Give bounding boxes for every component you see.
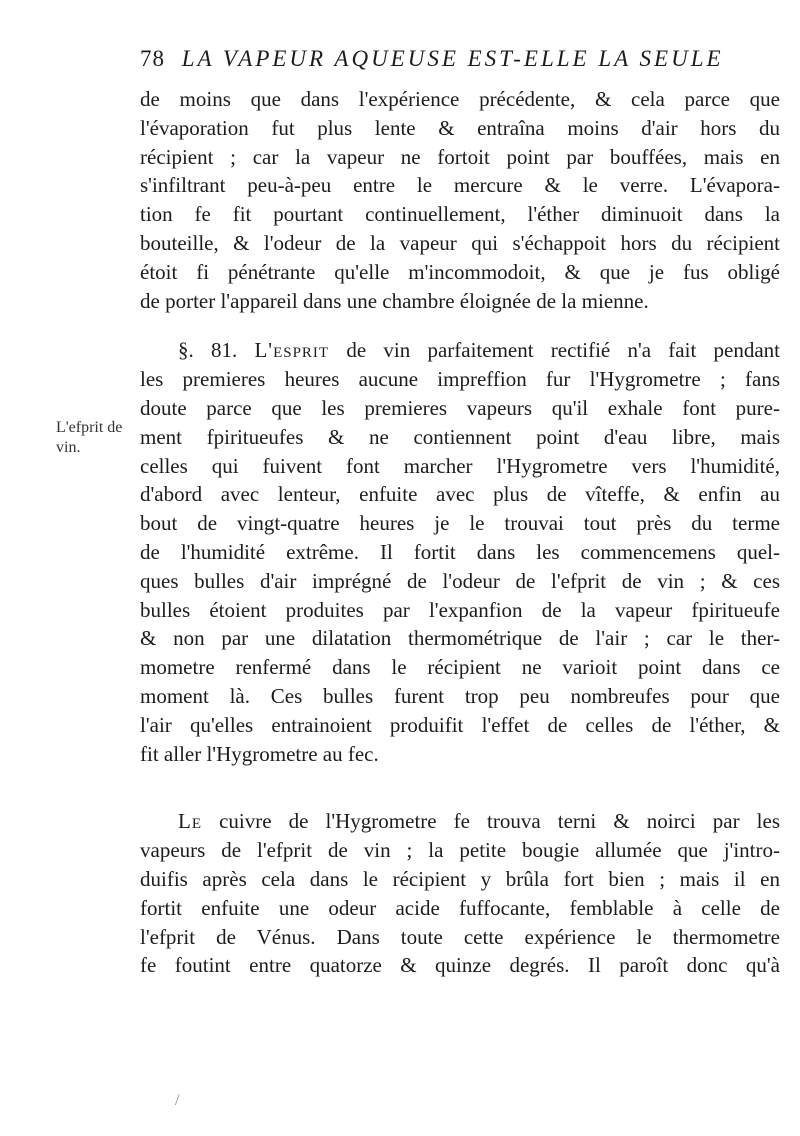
running-title: LA VAPEUR AQUEUSE EST-ELLE LA SEULE [181, 46, 724, 71]
paragraph-first-line [140, 336, 780, 365]
text-line: tion fe fit pourtant continuellement, l'éther diminuoit dans la [140, 202, 780, 227]
text-line: d'abord avec lenteur, enfuite avec plus de vîteffe, & enfin au [140, 482, 780, 507]
text-line: moment là. Ces bulles furent trop peu nombreufes pour que [140, 683, 780, 708]
lead-word: Le [178, 809, 202, 834]
text-line: & non par une dilatation thermométrique de l'air ; car le ther- [140, 626, 780, 651]
text-line: duifis après cela dans le récipient y brûla fort bien ; mais il en [140, 866, 780, 891]
page-number: 78 [140, 46, 165, 71]
text-line: fit aller l'Hygrometre au fec. [140, 741, 379, 766]
running-header [140, 46, 780, 72]
text-line: bulles étoient produites par l'expanfion de la vapeur fpiritueufe [140, 597, 780, 622]
text-line: doute parce que les premieres vapeurs qu'il exhale font pure- [140, 395, 780, 420]
stray-mark: / [175, 1092, 180, 1109]
text-line: de porter l'appareil dans une chambre éloignée de la mienne. [140, 288, 649, 313]
text-line: fortit enfuite une odeur acide fuffocante, femblable à celle de [140, 895, 780, 920]
text-line: ques bulles d'air imprégné de l'odeur de l'efprit de vin ; & ces [140, 568, 780, 593]
lead-word: L'esprit [254, 338, 330, 363]
margin-note-line: vin. [56, 439, 81, 456]
paragraph-first-line [140, 807, 780, 836]
paragraph-3 [140, 807, 780, 980]
text-line: vapeurs de l'efprit de vin ; la petite bougie allumée que j'intro- [140, 838, 780, 863]
text-line: bouteille, & l'odeur de la vapeur qui s'échappoit hors du récipient [140, 230, 780, 255]
text-line: de moins que dans l'expérience précédente, & cela parce que [140, 87, 780, 111]
text-line: bout de vingt-quatre heures je le trouvai tout près du terme [140, 511, 780, 536]
text-line: l'évaporation fut plus lente & entraîna moins d'air hors du [140, 115, 780, 140]
margin-note [56, 418, 126, 458]
text-line: étoit fi pénétrante qu'elle m'incommodoit, & que je fus obligé [140, 259, 780, 284]
text-line: mometre renfermé dans le récipient ne varioit point dans ce [140, 655, 780, 680]
text-line: les premieres heures aucune impreffion fur l'Hygrometre ; fans [140, 367, 780, 392]
text-line: l'air qu'elles entrainoient produifit l'effet de celles de l'éther, & [140, 712, 780, 737]
text-line: de l'humidité extrême. Il fortit dans les commencemens quel- [140, 539, 780, 564]
text-line: celles qui fuivent font marcher l'Hygrometre vers l'humidité, [140, 453, 780, 478]
text-line: fe foutint entre quatorze & quinze degrés. Il paroît donc qu'à [140, 953, 780, 978]
text-line: s'infiltrant peu-à-peu entre le mercure & le verre. L'évapora- [140, 173, 780, 198]
first-line-rest: cuivre de l'Hygrometre fe trouva terni & noirci par les [219, 809, 780, 834]
body-text [140, 85, 780, 980]
first-line-rest: de vin parfaitement rectifié n'a fait pendant [346, 338, 781, 363]
paragraph-1 [140, 85, 780, 315]
section-mark: §. 81. [178, 338, 238, 363]
paragraph-2 [140, 336, 780, 768]
text-line: récipient ; car la vapeur ne fortoit point par bouffées, mais en [140, 144, 780, 169]
margin-note-line: L'efprit de [56, 419, 123, 436]
text-line: l'efprit de Vénus. Dans toute cette expérience le thermometre [140, 924, 780, 949]
text-line: ment fpiritueufes & ne contiennent point d'eau libre, mais [140, 424, 780, 449]
